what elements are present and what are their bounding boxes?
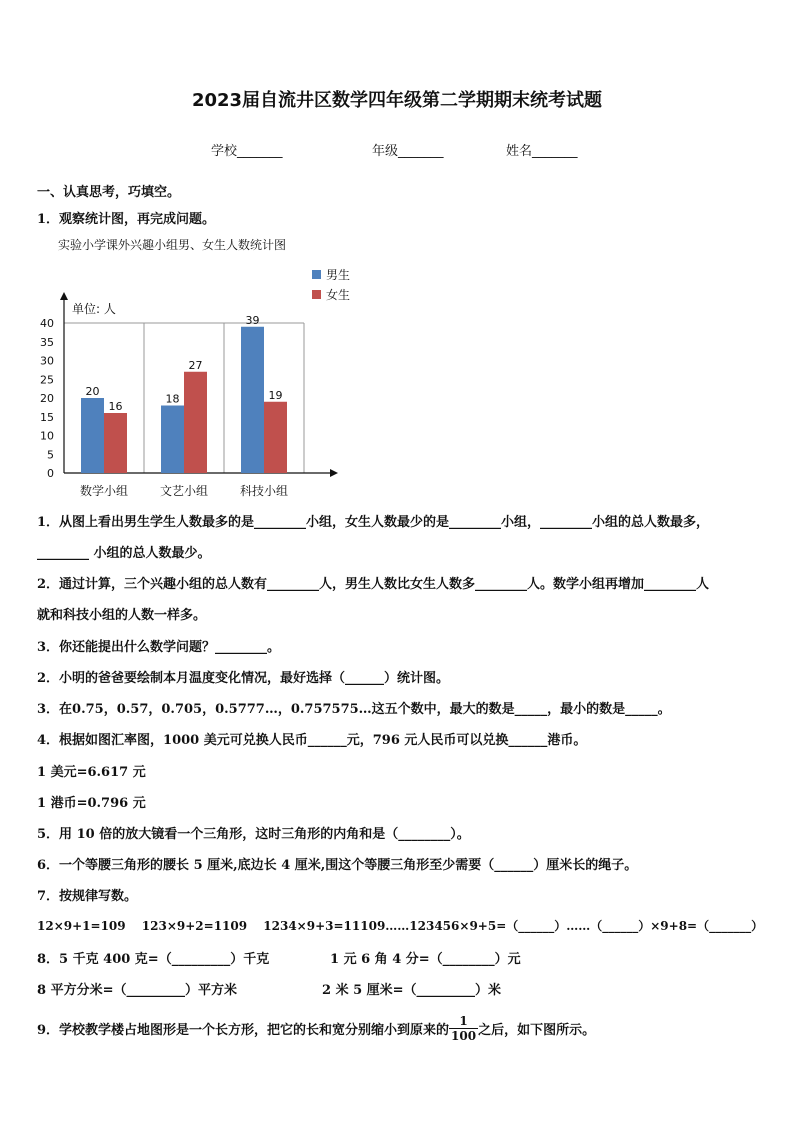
exchange-rate-hkd: 1 港币=0.796 元 (37, 796, 146, 811)
x-category-label: 文艺小组 (159, 484, 209, 498)
y-axis-arrow (60, 292, 68, 300)
bar (184, 372, 207, 473)
grade-field: 年级_______ (372, 144, 444, 159)
y-tick-label: 0 (47, 467, 54, 480)
bar-value-label: 20 (85, 385, 100, 398)
question-5: 5．用 10 倍的放大镜看一个三角形，这时三角形的内角和是（________）。 (37, 827, 470, 842)
y-tick-label: 30 (40, 354, 54, 368)
y-tick-label: 25 (40, 373, 54, 387)
question-1-1b: ________ 小组的总人数最少。 (37, 546, 211, 561)
question-8-a2: 1 元 6 角 4 分=（________）元 (330, 952, 521, 967)
y-tick-label: 10 (40, 429, 54, 443)
question-8-b2: 2 米 5 厘米=（_________）米 (322, 983, 502, 998)
question-1-3: 3．你还能提出什么数学问题？________。 (37, 640, 281, 655)
legend-swatch (312, 290, 321, 299)
legend-label: 男生 (326, 268, 351, 282)
bar (264, 402, 287, 473)
question-8-a1: 8．5 千克 400 克=（_________）千克 (37, 952, 270, 967)
bar-value-label: 39 (245, 313, 260, 327)
fraction-numerator: 1 (449, 1014, 478, 1029)
y-tick-label: 40 (40, 317, 54, 330)
question-1-2b: 就和科技小组的人数一样多。 (37, 608, 207, 623)
bar-value-label: 27 (188, 358, 203, 372)
bar (161, 406, 184, 474)
question-9-text-before: 9．学校教学楼占地图形是一个长方形，把它的长和宽分别缩小到原来的 (37, 1023, 450, 1038)
section-heading: 一、认真思考，巧填空。 (37, 185, 181, 200)
y-tick-label: 20 (40, 392, 54, 405)
chart-unit-label: 单位: 人 (72, 302, 116, 316)
question-7: 7．按规律写数。 (37, 889, 138, 904)
exchange-rate-usd: 1 美元=6.617 元 (37, 765, 146, 780)
legend-swatch (312, 270, 321, 279)
bar-value-label: 19 (268, 388, 283, 402)
chart-legend (312, 267, 350, 302)
page-title: 2023届自流井区数学四年级第二学期期末统考试题 (191, 90, 603, 111)
question-1-intro: 1．观察统计图，再完成问题。 (37, 212, 216, 227)
question-2: 2．小明的爸爸要绘制本月温度变化情况，最好选择（______）统计图。 (37, 671, 450, 686)
fraction-denominator: 100 (451, 1029, 477, 1043)
fraction (449, 1014, 478, 1043)
x-category-label: 科技小组 (239, 484, 289, 498)
question-4: 4．根据如图汇率图，1000 美元可兑换人民币______元，796 元人民币可以兑换______港币。 (37, 733, 587, 748)
bar (241, 327, 264, 473)
chart-caption: 实验小学课外兴趣小组男、女生人数统计图 (58, 238, 287, 252)
question-6: 6．一个等腰三角形的腰长 5 厘米,底边长 4 厘米,围这个等腰三角形至少需要（______）厘米长的绳子。 (37, 858, 638, 873)
legend-label: 女生 (326, 288, 351, 302)
x-category-label: 数学小组 (79, 484, 129, 498)
question-7-sequence: 12×9+1=109 123×9+2=1109 1234×9+3=11109……123456×9+5=（______）……（______）×9+8=（_______） (37, 919, 764, 933)
y-tick-label: 35 (40, 335, 54, 349)
school-field: 学校_______ (211, 144, 283, 159)
bar-chart (30, 266, 360, 506)
bar-value-label: 16 (108, 400, 123, 413)
y-tick-label: 15 (40, 410, 54, 424)
question-8-b1: 8 平方分米=（_________）平方米 (37, 983, 237, 998)
bar-value-label: 18 (165, 392, 180, 406)
question-9 (37, 1014, 595, 1043)
bar (104, 413, 127, 473)
question-1-1a: 1．从图上看出男生学生人数最多的是________小组，女生人数最少的是________小组，________小组的总人数最多， (37, 515, 710, 530)
name-field: 姓名_______ (506, 144, 578, 159)
x-axis-arrow (330, 469, 338, 477)
question-9-text-after: 之后，如下图所示。 (478, 1023, 596, 1038)
question-1-2a: 2．通过计算，三个兴趣小组的总人数有________人，男生人数比女生人数多________人。数学小组再增加________人 (37, 577, 710, 592)
question-3: 3．在0.75，0.57，0.705，0.5777…，0.757575…这五个数中，最大的数是_____，最小的数是_____。 (37, 702, 671, 717)
bar (81, 398, 104, 473)
y-tick-label: 5 (47, 448, 54, 462)
